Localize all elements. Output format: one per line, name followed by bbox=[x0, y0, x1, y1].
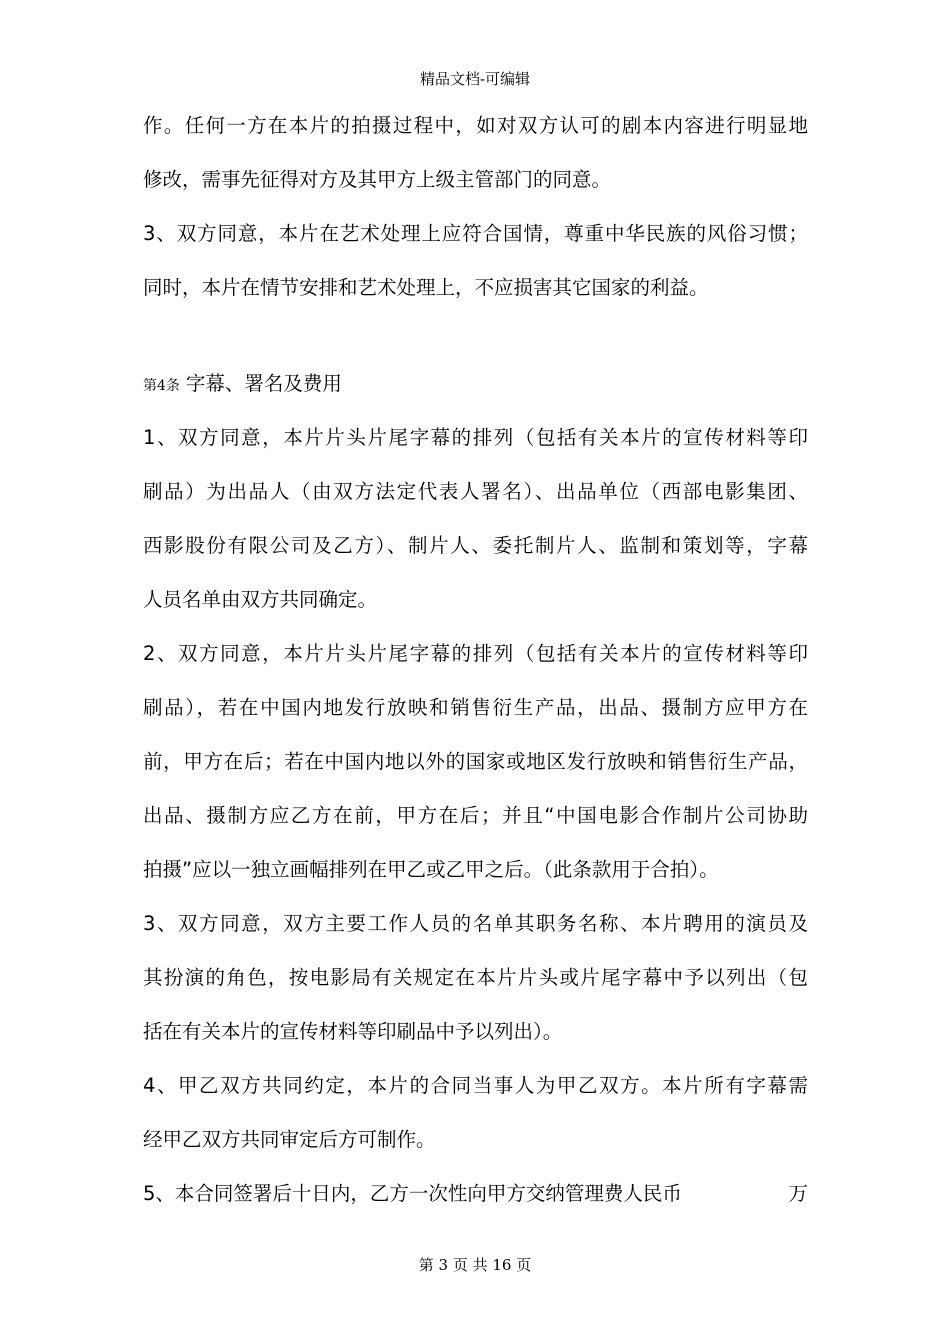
body-line: 3、双方同意，双方主要工作人员的名单其职务名称、本片聘用的演员及 bbox=[143, 912, 808, 935]
fee-unit: 万 bbox=[788, 1182, 808, 1205]
body-line: 拍摄”应以一独立画幅排列在甲乙或乙甲之后。（此条款用于合拍）。 bbox=[143, 858, 719, 881]
section-heading bbox=[143, 370, 808, 400]
body-line: 刷品）为出品人（由双方法定代表人署名）、出品单位（西部电影集团、 bbox=[143, 480, 808, 503]
body-line: 西影股份有限公司及乙方）、制片人、委托制片人、监制和策划等，字幕 bbox=[143, 534, 808, 557]
body-line-fee bbox=[143, 1180, 808, 1208]
body-line: 3、双方同意，本片在艺术处理上应符合国情，尊重中华民族的风俗习惯； bbox=[143, 222, 808, 245]
body-line: 出品、摄制方应乙方在前，甲方在后；并且“中国电影合作制片公司协助 bbox=[143, 804, 808, 827]
body-line: 经甲乙双方共同审定后方可制作。 bbox=[143, 1128, 436, 1151]
section-title: 字幕、署名及费用 bbox=[185, 372, 342, 395]
body-line: 其扮演的角色，按电影局有关规定在本片片头或片尾字幕中予以列出（包 bbox=[143, 966, 808, 989]
body-line: 作。任何一方在本片的拍摄过程中，如对双方认可的剧本内容进行明显地 bbox=[143, 114, 808, 137]
body-line: 1、双方同意，本片片头片尾字幕的排列（包括有关本片的宣传材料等印 bbox=[143, 426, 808, 449]
body-line: 同时，本片在情节安排和艺术处理上，不应损害其它国家的利益。 bbox=[143, 276, 709, 299]
body-line: 4、甲乙双方共同约定，本片的合同当事人为甲乙双方。本片所有字幕需 bbox=[143, 1074, 808, 1097]
page-footer: 第 3 页 共 16 页 bbox=[418, 1256, 532, 1274]
body-line: 2、双方同意，本片片头片尾字幕的排列（包括有关本片的宣传材料等印 bbox=[143, 642, 808, 665]
fee-text: 5、本合同签署后十日内，乙方一次性向甲方交纳管理费人民币 bbox=[143, 1182, 682, 1205]
page-header: 精品文档-可编辑 bbox=[419, 70, 531, 88]
section-number: 第4条 bbox=[143, 378, 180, 394]
body-line: 刷品），若在中国内地发行放映和销售衍生产品，出品、摄制方应甲方在 bbox=[143, 696, 808, 719]
body-line: 修改，需事先征得对方及其甲方上级主管部门的同意。 bbox=[143, 168, 612, 191]
body-line: 前，甲方在后；若在中国内地以外的国家或地区发行放映和销售衍生产品， bbox=[143, 750, 808, 773]
body-line: 括在有关本片的宣传材料等印刷品中予以列出）。 bbox=[143, 1020, 563, 1043]
body-line: 人员名单由双方共同确定。 bbox=[143, 588, 378, 611]
